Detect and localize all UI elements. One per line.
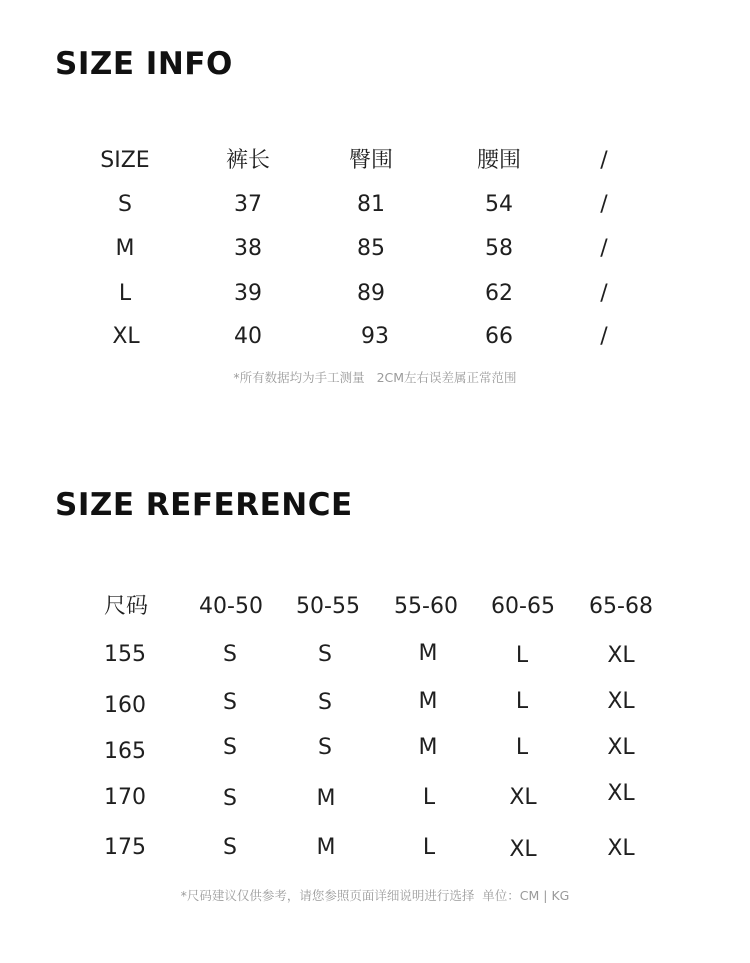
size-info-cell: 62 xyxy=(485,281,513,306)
size-reference-cell: XL xyxy=(607,781,635,806)
size-reference-cell: S xyxy=(318,642,332,667)
size-info-cell: 93 xyxy=(361,324,389,349)
size-info-cell: 54 xyxy=(485,192,513,217)
size-reference-cell: 160 xyxy=(104,693,146,718)
size-reference-cell: S xyxy=(223,642,237,667)
size-info-cell: 81 xyxy=(357,192,385,217)
size-reference-cell: M xyxy=(418,735,438,760)
size-reference-cell: XL xyxy=(509,837,537,862)
size-info-cell: / xyxy=(600,281,608,306)
size-info-header-cell: 裤长 xyxy=(225,148,271,173)
size-reference-cell: S xyxy=(223,690,237,715)
size-reference-cell: L xyxy=(422,785,436,810)
size-reference-header-cell: 40-50 xyxy=(199,594,263,619)
size-reference-cell: L xyxy=(515,643,529,668)
size-info-header-cell: 腰围 xyxy=(476,148,522,173)
size-reference-note: *尺码建议仅供参考，请您参照页面详细说明进行选择 单位：CM | KG xyxy=(180,888,570,903)
size-info-cell: / xyxy=(600,192,608,217)
size-info-cell: S xyxy=(118,192,132,217)
size-reference-cell: S xyxy=(223,735,237,760)
size-reference-title: SIZE REFERENCE xyxy=(55,487,353,523)
size-reference-cell: M xyxy=(316,786,336,811)
size-reference-cell: XL xyxy=(607,735,635,760)
size-info-cell: L xyxy=(118,281,132,306)
size-reference-cell: M xyxy=(418,641,438,666)
size-reference-cell: 165 xyxy=(104,739,146,764)
size-info-cell: 89 xyxy=(357,281,385,306)
size-info-cell: 37 xyxy=(234,192,262,217)
size-info-title: SIZE INFO xyxy=(55,46,233,82)
size-reference-cell: S xyxy=(318,690,332,715)
size-reference-cell: L xyxy=(515,735,529,760)
size-info-header-cell: / xyxy=(600,148,608,173)
size-info-cell: 39 xyxy=(234,281,262,306)
size-reference-cell: XL xyxy=(607,689,635,714)
size-reference-cell: 155 xyxy=(104,642,146,667)
size-reference-cell: XL xyxy=(607,836,635,861)
size-reference-cell: L xyxy=(422,835,436,860)
size-info-header-cell: SIZE xyxy=(100,148,150,173)
size-reference-cell: 170 xyxy=(104,785,146,810)
size-reference-header-cell: 50-55 xyxy=(296,594,360,619)
size-reference-cell: L xyxy=(515,689,529,714)
size-info-cell: 40 xyxy=(234,324,262,349)
size-reference-cell: M xyxy=(418,689,438,714)
size-reference-cell: S xyxy=(223,786,237,811)
size-info-cell: 58 xyxy=(485,236,513,261)
size-reference-cell: 175 xyxy=(104,835,146,860)
size-reference-header-cell: 60-65 xyxy=(491,594,555,619)
size-info-cell: 38 xyxy=(234,236,262,261)
size-reference-cell: M xyxy=(316,835,336,860)
size-info-cell: / xyxy=(600,236,608,261)
size-info-cell: / xyxy=(600,324,608,349)
size-info-cell: M xyxy=(115,236,135,261)
size-reference-header-cell: 65-68 xyxy=(589,594,653,619)
size-info-cell: 66 xyxy=(485,324,513,349)
size-info-cell: 85 xyxy=(357,236,385,261)
size-reference-cell: XL xyxy=(607,643,635,668)
size-reference-cell: XL xyxy=(509,785,537,810)
size-reference-cell: S xyxy=(318,735,332,760)
size-reference-header-cell: 55-60 xyxy=(394,594,458,619)
size-reference-cell: S xyxy=(223,835,237,860)
size-reference-header-cell: 尺码 xyxy=(103,594,149,619)
size-info-cell: XL xyxy=(112,324,140,349)
size-info-header-cell: 臀围 xyxy=(348,148,394,173)
size-info-note: *所有数据均为手工测量 2CM左右误差属正常范围 xyxy=(233,370,517,385)
